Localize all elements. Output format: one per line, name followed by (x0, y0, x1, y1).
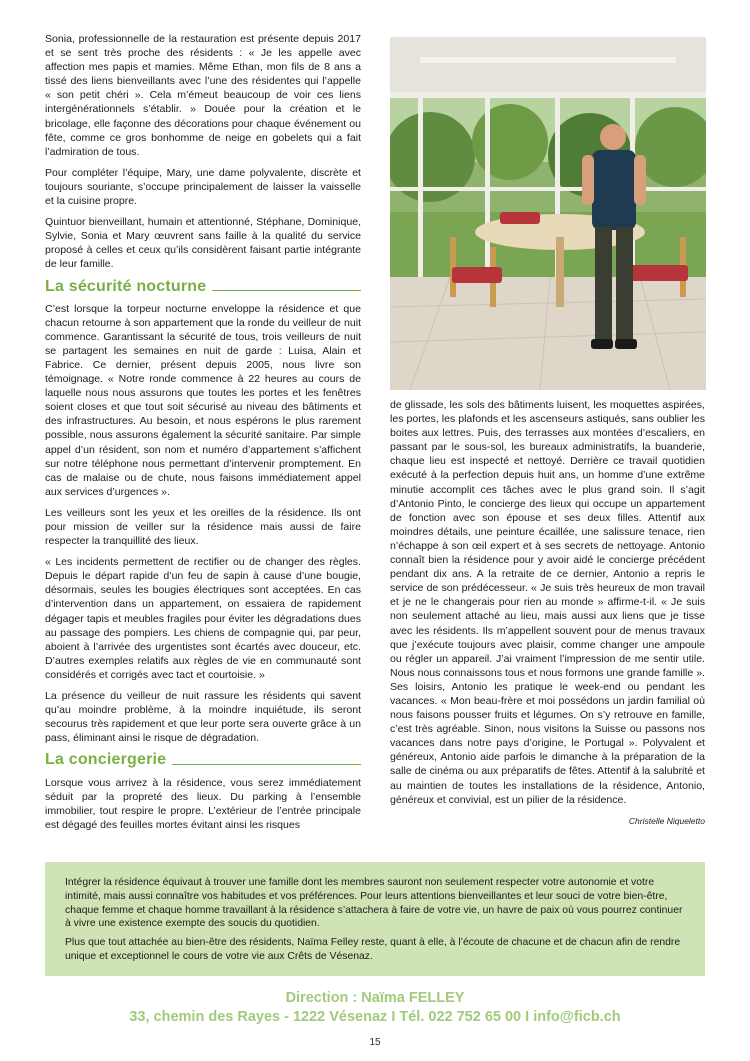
page-number: 15 (369, 1037, 381, 1048)
right-column (390, 398, 705, 828)
section-heading-conciergerie (45, 753, 361, 767)
footer-direction: Direction : Naïma FELLEY (285, 990, 465, 1006)
paragraph: Les veilleurs sont les yeux et les oreilles de la résidence. Ils ont pour mission de veiller sur la résidence mais aussi de faire respecter la tranquillité des lieux. (45, 506, 361, 548)
paragraph: C’est lorsque la torpeur nocturne enveloppe la résidence et que chacun retourne à son appartement que la ronde du veilleur de nuit commence. Garantissant la sécurité de tous, trois veilleurs de nuit se partagent les semaines en nuit de garde : Luisa, Alain et Fabrice. Ce dernier, présent depuis 2005, nous livre son témoignage. « Notre ronde commence à 22 heures au cours de laquelle nous nous assurons que toutes les portes et les fenêtres soient closes et que tout soit sécurisé au niveau des bâtiments et des infrastructures. Au besoin, et nous espérons le plus rarement possible, nous assurons également la sécurité sanitaire. Par simple appel d’un résident, son nom et numéro d’appartement s’affichent sur notre téléphone nous permettant d’intervenir promptement. En cas de malaise ou de chute, nous faisons immédiatement appel aux services d’urgences ». (45, 302, 361, 498)
concierge-photo (390, 37, 706, 390)
left-column (45, 32, 361, 839)
heading-text: La sécurité nocturne (45, 277, 207, 295)
paragraph: de glissade, les sols des bâtiments luisent, les moquettes aspirées, les portes, les plafonds et les ascenseurs astiqués, sans oublier les boites aux lettres. Puis, des terrasses aux montées d’escaliers, en passant par le sous-sol, les bureaux administratifs, la buanderie, chaque lieu est inspecté et nettoyé. Derrière ce travail quotidien exécuté à la perfection depuis huit ans, un homme d’une extrême minutie accomplit ces tâches avec le plus grand soin. Il s’agit d’Antonio Pinto, le concierge des lieux qui occupe un appartement de fonction avec son épouse et ses deux filles. Attentif aux moindres détails, une peinture écaillée, une salissure tenace, rien n’échappe à son œil expert et à ses secrets de nettoyage. Antonio connaît bien la résidence pour y avoir aidé le concierge précédent pendant dix ans. A la retraite de ce dernier, Antonio a repris le service de son prédécesseur. « Je suis très heureux de mon travail et je ne le changerais pour rien au monde » affirme-t-il. « Je suis non seulement attaché au lieu, mais aussi aux liens que je tisse avec les résidents. Ils m’appellent souvent pour de menus travaux que j’exécute toujours avec plaisir, comme changer une ampoule ou régler un appareil. J’ai vraiment l’impression de me sentir utile. Nous nous connaissons tous et nous formons une grande famille ». Ses loisirs, Antonio les pratique le week-end ou pendant les vacances. « Mon beau-frère et moi possédons un jardin familial où nous faisons pousser fruits et légumes. On s’y retrouve en famille, c’est très agréable. Sinon, nous visitons la Suisse ou passons nos vacances dans notre pays d’origine, le Portugal ». Polyvalent et généreux, Antonio aide parfois le dimanche à la préparation de la salle de cinéma ou aux préparatifs de fêtes. Attentif à la salubrité et au maintien de toutes les installations de la résidence, Antonio, généreux et convivial, est un pilier de la résidence. (390, 399, 705, 806)
paragraph: « Les incidents permettent de rectifier ou de changer des règles. Depuis le départ rapide d’un feu de sapin à cause d’une bougie, désormais, seules les bougies électriques sont acceptées. En cas d’intervention dans un appartement, on essaiera de rapidement dégager tapis et meubles fragiles pour éviter les dégradations dues au passage des pompiers. Les chiens de compagnie qui, par peur, aboient à l’arrivée des urgentistes sont écartés avec douceur, etc. D’autres exemples relatifs aux règles de vie en communauté sont considérés et corrigés avec tact et courtoisie. » (45, 556, 361, 681)
highlight-box (45, 862, 705, 976)
paragraph: Quintuor bienveillant, humain et attentionné, Stéphane, Dominique, Sylvie, Sonia et Mary œuvrent sans faille à la qualité du service proposé à celles et ceux qu’ils considèrent faisant partie intégrante de leur famille. (45, 216, 361, 271)
paragraph: Sonia, professionnelle de la restauration est présente depuis 2017 et se sent très proche des résidents : « Je les appelle avec affection mes papis et mamies. Même Ethan, mon fils de 8 ans a tissé des liens bienveillants avec l’une des résidentes qui l’appelle « son petit chéri ». Cela m’émeut beaucoup de voir ces liens intergénérationnels s’établir. » Douée pour la création et le bricolage, elle façonne des décorations pour chaque événement ou fête, comme ce gros bonhomme de neige en gobelets qui a fait l’admiration de tous. (45, 33, 361, 158)
author-signature: Christelle Niqueletto (628, 815, 705, 826)
paragraph: Intégrer la résidence équivaut à trouver une famille dont les membres sauront non seulement respecter votre autonomie et votre intimité, mais aussi connaître vos habitudes et vos préférences. Pour leurs attentions bienveillantes et leur souci de votre bien-être, chaque femme et chaque homme travaillant à la résidence s’attachera à faire de votre vie, un havre de paix où vous pourrez continuer à vivre une existence exempte des soucis du quotidien. (65, 877, 683, 930)
heading-rule (212, 290, 361, 291)
paragraph: Pour compléter l’équipe, Mary, une dame polyvalente, discrète et toujours souriante, s’occupe principalement de laisser la vaisselle et la cuisine propre. (45, 166, 361, 208)
section-heading-securite (45, 277, 361, 295)
heading-rule (172, 764, 361, 765)
paragraph: La présence du veilleur de nuit rassure les résidents qui savent qu’au moindre problème, à la moindre inquiétude, ils seront secourus très rapidement et que leur porte sera ouverte grâce à un pass, éliminant ainsi le risque de dégradation. (45, 690, 361, 745)
paragraph: Plus que tout attachée au bien-être des résidents, Naïma Felley reste, quant à elle, à l’écoute de chacune et de chacun afin de rendre unique et exceptionnel le cours de votre vie aux Crêts de Vésenaz. (65, 937, 681, 962)
heading-text: La conciergerie (45, 751, 167, 769)
paragraph: Lorsque vous arrivez à la résidence, vous serez immédiatement séduit par la propreté des lieux. Du parking à l’ensemble immobilier, tout respire le propre. L’extérieur de l’entrée principale est dégagé des feuilles mortes évitant ainsi les risques (45, 776, 361, 831)
footer-address: 33, chemin des Rayes - 1222 Vésenaz I Tél. 022 752 65 00 I info@ficb.ch (129, 1009, 621, 1025)
